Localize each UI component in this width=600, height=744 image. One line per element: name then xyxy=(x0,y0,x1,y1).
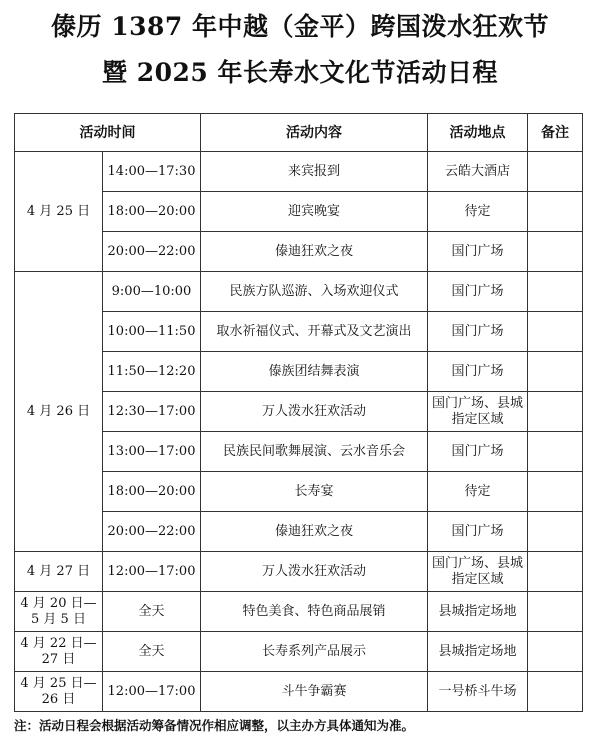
time-cell: 12:00—17:00 xyxy=(103,672,201,712)
remarks-cell xyxy=(528,392,583,432)
remarks-cell xyxy=(528,312,583,352)
content-cell: 傣迪狂欢之夜 xyxy=(201,512,428,552)
schedule-table xyxy=(14,113,583,712)
location-cell: 县城指定场地 xyxy=(428,632,528,672)
table-row xyxy=(15,152,583,192)
date-cell: 4 月 22 日—27 日 xyxy=(15,632,103,672)
table-header-row xyxy=(15,114,583,152)
content-cell: 长寿宴 xyxy=(201,472,428,512)
location-cell: 国门广场 xyxy=(428,352,528,392)
remarks-cell xyxy=(528,232,583,272)
location-cell: 国门广场 xyxy=(428,272,528,312)
location-cell: 一号桥斗牛场 xyxy=(428,672,528,712)
date-cell: 4 月 26 日 xyxy=(15,272,103,552)
document-title-line2: 暨 2025 年长寿水文化节活动日程 xyxy=(102,58,498,87)
table-row xyxy=(15,632,583,672)
document-title-line1: 傣历 1387 年中越（金平）跨国泼水狂欢节 xyxy=(51,12,549,41)
content-cell: 迎宾晚宴 xyxy=(201,192,428,232)
location-cell: 待定 xyxy=(428,192,528,232)
time-cell: 9:00—10:00 xyxy=(103,272,201,312)
header-remarks: 备注 xyxy=(528,114,583,152)
header-time: 活动时间 xyxy=(15,114,201,152)
date-cell: 4 月 20 日—5 月 5 日 xyxy=(15,592,103,632)
content-cell: 民族民间歌舞展演、云水音乐会 xyxy=(201,432,428,472)
time-cell: 12:30—17:00 xyxy=(103,392,201,432)
header-content: 活动内容 xyxy=(201,114,428,152)
time-cell: 11:50—12:20 xyxy=(103,352,201,392)
location-cell: 国门广场、县城指定区域 xyxy=(428,552,528,592)
content-cell: 来宾报到 xyxy=(201,152,428,192)
content-cell: 特色美食、特色商品展销 xyxy=(201,592,428,632)
content-cell: 傣迪狂欢之夜 xyxy=(201,232,428,272)
time-cell: 全天 xyxy=(103,632,201,672)
location-cell: 国门广场 xyxy=(428,232,528,272)
date-cell: 4 月 25 日—26 日 xyxy=(15,672,103,712)
remarks-cell xyxy=(528,552,583,592)
content-cell: 傣族团结舞表演 xyxy=(201,352,428,392)
remarks-cell xyxy=(528,152,583,192)
date-cell: 4 月 27 日 xyxy=(15,552,103,592)
location-cell: 待定 xyxy=(428,472,528,512)
time-cell: 14:00—17:30 xyxy=(103,152,201,192)
table-row xyxy=(15,272,583,312)
remarks-cell xyxy=(528,272,583,312)
content-cell: 斗牛争霸赛 xyxy=(201,672,428,712)
date-cell: 4 月 25 日 xyxy=(15,152,103,272)
remarks-cell xyxy=(528,472,583,512)
content-cell: 万人泼水狂欢活动 xyxy=(201,552,428,592)
remarks-cell xyxy=(528,352,583,392)
location-cell: 国门广场 xyxy=(428,512,528,552)
remarks-cell xyxy=(528,192,583,232)
header-location: 活动地点 xyxy=(428,114,528,152)
time-cell: 20:00—22:00 xyxy=(103,512,201,552)
table-row xyxy=(15,552,583,592)
time-cell: 18:00—20:00 xyxy=(103,192,201,232)
time-cell: 20:00—22:00 xyxy=(103,232,201,272)
location-cell: 国门广场 xyxy=(428,432,528,472)
remarks-cell xyxy=(528,632,583,672)
time-cell: 10:00—11:50 xyxy=(103,312,201,352)
time-cell: 12:00—17:00 xyxy=(103,552,201,592)
table-row xyxy=(15,672,583,712)
remarks-cell xyxy=(528,512,583,552)
content-cell: 民族方队巡游、入场欢迎仪式 xyxy=(201,272,428,312)
location-cell: 国门广场、县城指定区域 xyxy=(428,392,528,432)
location-cell: 县城指定场地 xyxy=(428,592,528,632)
remarks-cell xyxy=(528,592,583,632)
time-cell: 13:00—17:00 xyxy=(103,432,201,472)
location-cell: 国门广场 xyxy=(428,312,528,352)
remarks-cell xyxy=(528,672,583,712)
content-cell: 万人泼水狂欢活动 xyxy=(201,392,428,432)
time-cell: 全天 xyxy=(103,592,201,632)
footnote: 注：活动日程会根据活动筹备情况作相应调整，以主办方具体通知为准。 xyxy=(14,718,415,733)
time-cell: 18:00—20:00 xyxy=(103,472,201,512)
table-row xyxy=(15,592,583,632)
content-cell: 长寿系列产品展示 xyxy=(201,632,428,672)
remarks-cell xyxy=(528,432,583,472)
content-cell: 取水祈福仪式、开幕式及文艺演出 xyxy=(201,312,428,352)
location-cell: 云皓大酒店 xyxy=(428,152,528,192)
